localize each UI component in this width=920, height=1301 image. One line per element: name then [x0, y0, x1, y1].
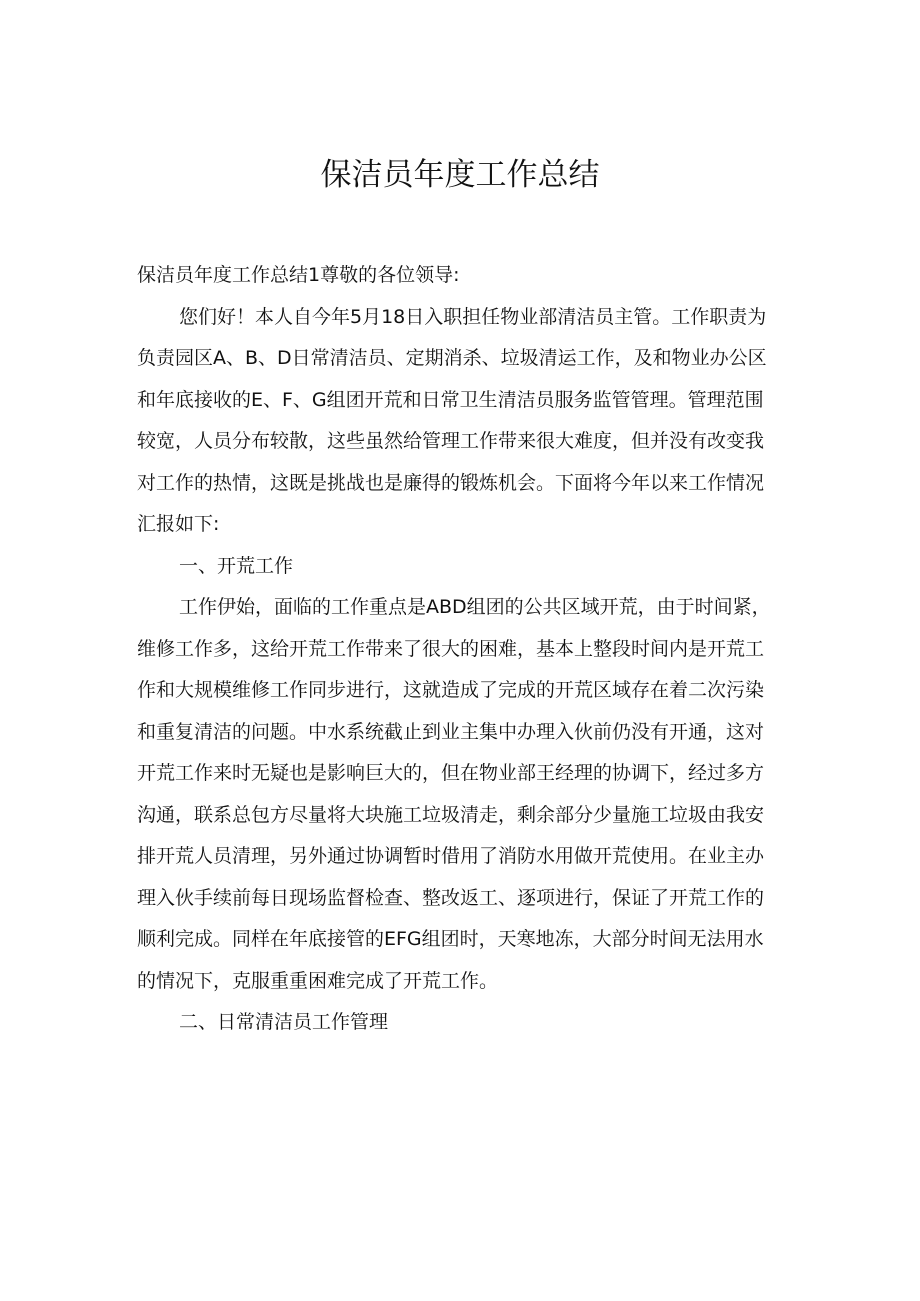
section-heading: 二、日常清洁员工作管理: [179, 1011, 389, 1033]
paragraph-line: 对工作的热情，这既是挑战也是廉得的锻炼机会。下面将今年以来工作情况: [137, 471, 765, 494]
paragraph-line: 理入伙手续前每日现场监督检查、整改返工、逐项进行，保证了开荒工作的: [137, 886, 765, 909]
paragraph-line: 顺利完成。同样在年底接管的EFG组团时，天寒地冻，大部分时间无法用水: [137, 928, 764, 950]
paragraph-line: 较宽，人员分布较散，这些虽然给管理工作带来很大难度，但并没有改变我: [137, 430, 765, 452]
paragraph-line: 汇报如下:: [137, 513, 220, 535]
salutation-line: 保洁员年度工作总结1尊敬的各位领导:: [137, 264, 460, 286]
paragraph-line: 作和大规模维修工作同步进行，这就造成了完成的开荒区域存在着二次污染: [137, 679, 765, 701]
section-heading: 一、开荒工作: [179, 554, 294, 577]
paragraph-line: 维修工作多，这给开荒工作带来了很大的困难，基本上整段时间内是开荒工: [137, 637, 765, 660]
paragraph-line: 的情况下，克服重重困难完成了开荒工作。: [137, 969, 499, 992]
paragraph-line: 开荒工作来时无疑也是影响巨大的，但在物业部王经理的协调下，经过多方: [137, 762, 765, 784]
paragraph-line: 和重复清洁的问题。中水系统截止到业主集中办理入伙前仍没有开通，这对: [137, 720, 765, 743]
paragraph-line: 沟通，联系总包方尽量将大块施工垃圾清走，剩余部分少量施工垃圾由我安: [137, 803, 765, 826]
document-body: [137, 255, 797, 1044]
paragraph-line: 和年底接收的E、F、G组团开荒和日常卫生清洁员服务监管管理。管理范围: [137, 388, 764, 411]
paragraph-line: 负责园区A、B、D日常清洁员、定期消杀、垃圾清运工作，及和物业办公区: [137, 347, 767, 369]
paragraph-line: 工作伊始，面临的工作重点是ABD组团的公共区域开荒，由于时间紧，: [179, 596, 771, 618]
document-title: 保洁员年度工作总结: [320, 157, 600, 193]
paragraph-line: 您们好！本人自今年5月18日入职担任物业部清洁员主管。工作职责为: [179, 305, 767, 328]
paragraph-line: 排开荒人员清理，另外通过协调暂时借用了消防水用做开荒使用。在业主办: [137, 845, 765, 867]
